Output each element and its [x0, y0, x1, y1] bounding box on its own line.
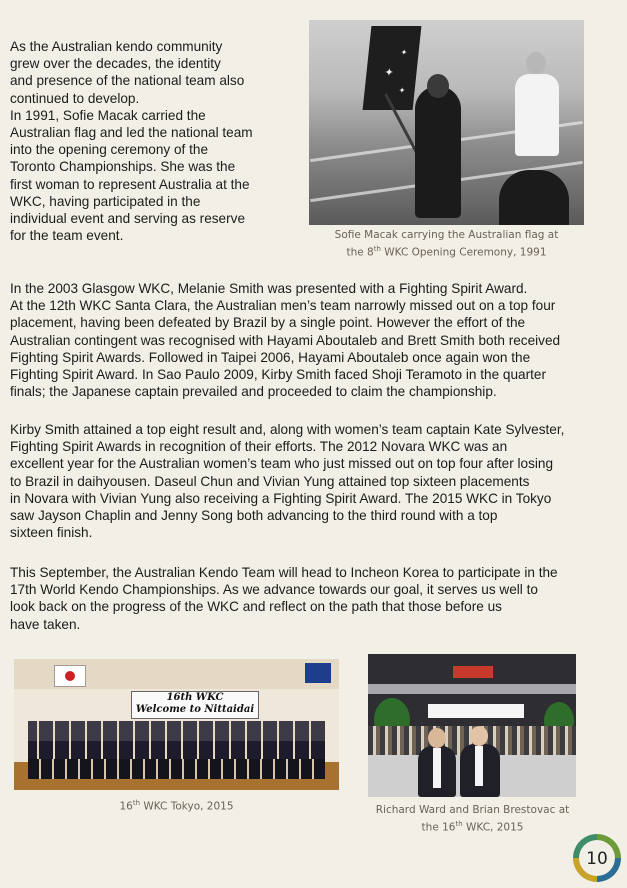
paragraph-line: to Brazil in daihyousen. Daseul Chun and Vivian Yung attained top sixteen placements — [10, 473, 530, 489]
intro-line: first woman to represent Australia at the — [10, 176, 250, 192]
flag-bearer-photo — [309, 20, 584, 225]
intro-line: individual event and serving as reserve — [10, 211, 246, 227]
caption-text: WKC Opening Ceremony, 1991 — [380, 246, 547, 259]
australian-flag-icon: ✦ ✦ ✦ — [363, 26, 422, 110]
officials-photo-caption — [360, 803, 585, 835]
paragraph-line: placement, having been defeated by Brazil by a single point. However the effort of the — [10, 315, 526, 331]
paragraph-line: Fighting Spirit Award. In Sao Paulo 2009, Kirby Smith faced Shoji Teramoto in the quarter — [10, 367, 546, 383]
flag-bearer-caption — [309, 228, 584, 260]
officials-photo — [368, 654, 576, 797]
caption-text: the 8 — [346, 246, 374, 259]
team-photo-caption — [14, 796, 339, 814]
intro-line: into the opening ceremony of the — [10, 142, 208, 158]
paragraph-line: Australian contingent was recognised with Hayami Aboutaleb and Brett Smith both received — [10, 332, 561, 348]
page-number-badge — [573, 834, 621, 882]
intro-line: and presence of the national team also — [10, 73, 245, 89]
closing-paragraph — [10, 564, 622, 633]
caption-line: Sofie Macak carrying the Australian flag at — [334, 229, 559, 241]
intro-paragraph — [10, 38, 300, 244]
intro-line: WKC, having participated in the — [10, 193, 201, 209]
results-paragraph — [10, 421, 622, 541]
intro-line: for the team event. — [10, 228, 124, 244]
intro-line: In 1991, Sofie Macak carried the — [10, 107, 206, 123]
paragraph-line: Fighting Spirit Awards. Followed in Taipei 2006, Hayami Aboutaleb once again won the — [10, 349, 531, 365]
caption-text: WKC Tokyo, 2015 — [140, 800, 234, 813]
caption-text: WKC, 2015 — [462, 821, 524, 834]
paragraph-line: Fighting Spirit Awards in recognition of their efforts. The 2012 Novara WKC was an — [10, 439, 508, 455]
welcome-banner — [131, 691, 259, 719]
intro-line: Australian flag and led the national team — [10, 125, 253, 141]
intro-line: grew over the decades, the identity — [10, 56, 221, 72]
page-number: 10 — [586, 849, 608, 869]
paragraph-line: have taken. — [10, 616, 81, 632]
banner-line: Welcome to Nittaidai — [135, 704, 255, 715]
caption-line — [360, 817, 585, 835]
banner-line: 16th WKC — [166, 692, 224, 703]
caption-line — [309, 242, 584, 260]
caption-text: 16 — [119, 800, 133, 813]
paragraph-line: look back on the progress of the WKC and reflect on the path that those before us — [10, 599, 502, 615]
paragraph-line: In the 2003 Glasgow WKC, Melanie Smith was presented with a Fighting Spirit Award. — [10, 281, 528, 296]
history-paragraph — [10, 280, 622, 400]
caption-line: Richard Ward and Brian Brestovac at — [375, 804, 570, 816]
caption-superscript: th — [455, 820, 463, 828]
paragraph-line: excellent year for the Australian women’s team who just missed out on top four after losing — [10, 456, 554, 472]
intro-line: Toronto Championships. She was the — [10, 159, 236, 175]
team-members — [28, 719, 325, 776]
caption-superscript: th — [373, 245, 381, 253]
caption-superscript: th — [132, 799, 141, 807]
paragraph-line: Kirby Smith attained a top eight result and, along with women’s team captain Kate Sylvester, — [10, 422, 565, 437]
paragraph-line: 17th World Kendo Championships. As we advance towards our goal, it serves us well to — [10, 582, 538, 598]
intro-line: As the Australian kendo community — [10, 39, 223, 54]
paragraph-line: finals; the Japanese captain prevailed and proceeded to claim the championship. — [10, 384, 497, 400]
paragraph-line: sixteen finish. — [10, 525, 93, 541]
paragraph-line: This September, the Australian Kendo Team will head to Incheon Korea to participate in the — [10, 565, 558, 580]
intro-line: continued to develop. — [10, 90, 140, 106]
caption-text: the 16 — [421, 821, 456, 834]
paragraph-line: At the 12th WKC Santa Clara, the Australian men’s team narrowly missed out on a top four — [10, 298, 556, 314]
paragraph-line: in Novara with Vivian Yung also receiving a Fighting Spirit Award. The 2015 WKC in Tokyo — [10, 490, 552, 506]
japan-flag-icon — [54, 665, 86, 687]
paragraph-line: saw Jayson Chaplin and Jenny Song both advancing to the third round with a top — [10, 508, 498, 524]
team-group-photo — [14, 659, 339, 790]
